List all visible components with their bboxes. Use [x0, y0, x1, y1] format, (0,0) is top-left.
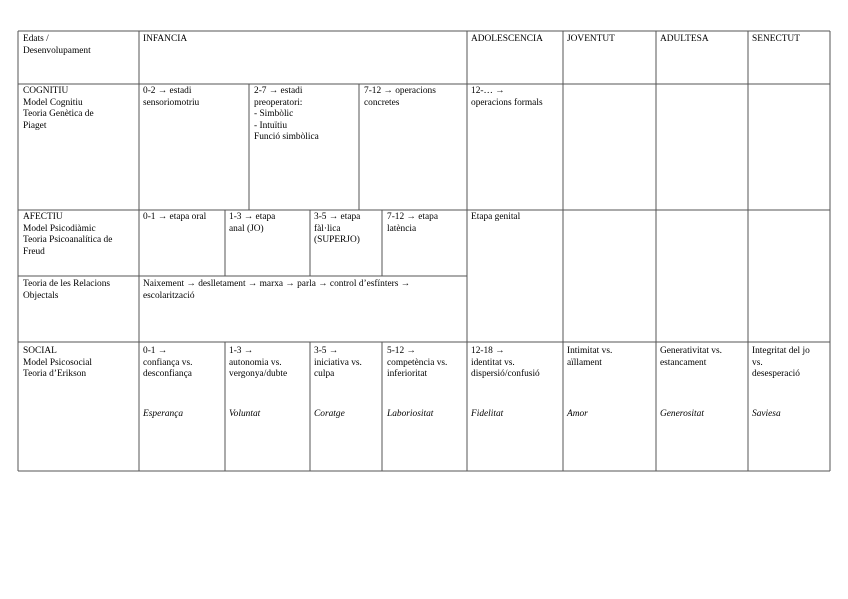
social-cell-3-5: 3-5 → iniciativa vs. culpa — [314, 346, 362, 380]
cognitiu-cell-7-12: 7-12 → operacions concretes — [364, 86, 436, 108]
social-cell-adultesa: Generativitat vs. estancament — [660, 346, 722, 368]
afectiu-cell-3-5: 3-5 → etapa fàl·lica (SUPERJO) — [314, 212, 361, 246]
social-cell-joventut: Intimitat vs. aïllament — [567, 346, 613, 368]
relacions-cell-sequence: Naixement → deslletament → marxa → parla → control d’esfínters → escolarització — [143, 279, 411, 301]
afectiu-cell-7-12: 7-12 → etapa latència — [387, 212, 439, 234]
header-adultesa: ADULTESA — [660, 34, 709, 44]
cognitiu-cell-2-7: 2-7 → estadi preoperatori: - Simbòlic - Intuïtiu Funció simbòlica — [254, 86, 319, 143]
afectiu-cell-adolescencia: Etapa genital — [471, 212, 521, 222]
social-cell-senectut: Integritat del jo vs. desesperació — [752, 346, 810, 380]
cognitiu-cell-0-2: 0-2 → estadi sensoriomotriu — [143, 86, 200, 108]
social-virtue-adultesa: Generositat — [660, 409, 704, 419]
row-label-relacions: Teoria de les Relacions Objectals — [23, 279, 111, 301]
social-virtue-0-1: Esperança — [143, 409, 184, 419]
header-infancia: INFANCIA — [143, 34, 188, 44]
header-adolescencia: ADOLESCENCIA — [471, 34, 543, 44]
social-virtue-3-5: Coratge — [314, 409, 345, 419]
row-label-afectiu: AFECTIU Model Psicodiàmic Teoria Psicoanalítica de Freud — [23, 212, 113, 257]
social-virtue-joventut: Amor — [567, 409, 588, 419]
row-label-cognitiu: COGNITIU Model Cognitiu Teoria Genètica de Piaget — [23, 86, 94, 131]
social-virtue-5-12: Laboriositat — [387, 409, 434, 419]
social-virtue-senectut: Saviesa — [752, 409, 781, 419]
header-senectut: SENECTUT — [752, 34, 800, 44]
social-cell-adolescencia: 12-18 → identitat vs. dispersió/confusió — [471, 346, 540, 380]
header-joventut: JOVENTUT — [567, 34, 615, 44]
row-label-social: SOCIAL Model Psicosocial Teoria d’Erikson — [23, 346, 93, 380]
afectiu-cell-0-1: 0-1 → etapa oral — [143, 212, 207, 222]
social-virtue-adolescencia: Fidelitat — [471, 409, 504, 419]
social-virtue-1-3: Voluntat — [229, 409, 261, 419]
social-cell-1-3: 1-3 → autonomia vs. vergonya/dubte — [229, 346, 288, 380]
social-cell-5-12: 5-12 → competència vs. inferioritat — [387, 346, 448, 380]
header-edats: Edats / Desenvolupament — [23, 34, 91, 56]
afectiu-cell-1-3: 1-3 → etapa anal (JO) — [229, 212, 276, 234]
cognitiu-cell-adolescencia: 12-… → operacions formals — [471, 86, 543, 108]
social-cell-0-1: 0-1 → confiança vs. desconfiança — [143, 346, 193, 380]
